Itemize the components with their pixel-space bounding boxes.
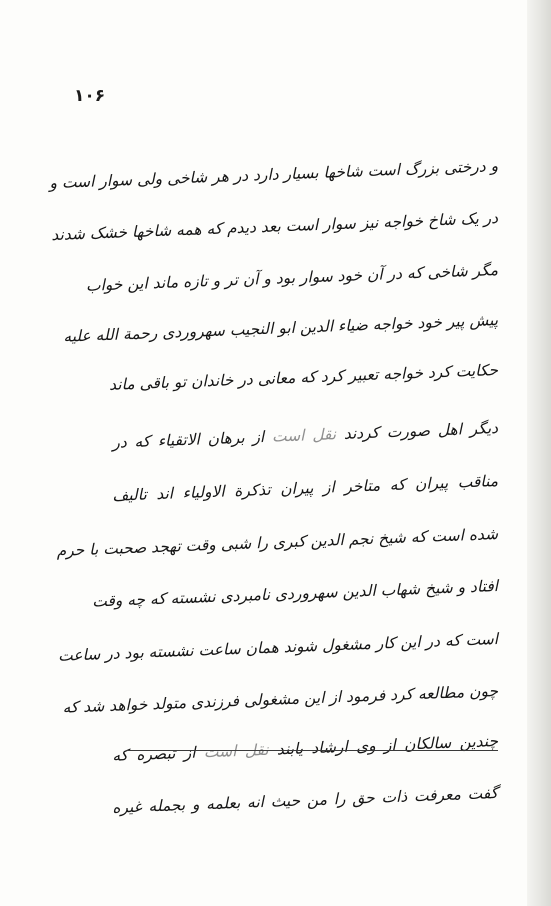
line-text-end: از تبصره که — [111, 743, 196, 765]
text-line: است که در این کار مشغول شوند همان ساعت نشسته بود در ساعت — [57, 630, 499, 665]
line-text-start: چندین سالکان از وی ارشاد یابند — [276, 732, 499, 759]
text-line: در یک شاخ خواجه نیز سوار است بعد دیدم که همه شاخها خشک شدند — [50, 209, 499, 245]
rubric-heading: نقل است — [271, 425, 337, 446]
rubric-heading: نقل است — [203, 740, 269, 762]
page-binding-edge — [527, 0, 551, 906]
text-line: شده است که شیخ نجم الدین کبری را شبی وقت تهجد صحبت با حرم — [56, 525, 499, 560]
text-line: چون مطالعه کرد فرمود از این مشغولی فرزندی متولد خواهد شد که — [62, 682, 499, 717]
text-line: حکایت کرد خواجه تعبیر کرد که معانی در خاندان تو باقی ماند — [108, 361, 499, 394]
line-text-end: از برهان الاتقیاء که در — [111, 427, 265, 452]
text-line: و درختی بزرگ است شاخها بسیار دارد در هر شاخی ولی سوار است و — [49, 157, 499, 193]
line-text-start: دیگر اهل صورت کردند — [343, 419, 499, 443]
text-line — [112, 721, 499, 776]
page-number: ۱۰۶ — [74, 86, 106, 106]
text-line: افتاد و شیخ شهاب الدین سهروردی نامبردی نشسته که چه وقت — [91, 577, 499, 611]
text-line: پیش پیر خود خواجه ضیاء الدین ابو النجیب سهروردی رحمة الله علیه — [62, 311, 499, 346]
text-line: مناقب پیران که متاخر از پیران تذکرة الاولیاء اند تالیف — [111, 472, 499, 505]
underline-rule — [126, 750, 498, 751]
text-line: مگر شاخی که در آن خود سوار بود و آن تر و تازه ماند این خواب — [85, 261, 499, 295]
text-line — [112, 408, 499, 463]
text-line: گفت معرفت ذات حق را من حیث انه بعلمه و بجمله غیره — [111, 784, 499, 817]
